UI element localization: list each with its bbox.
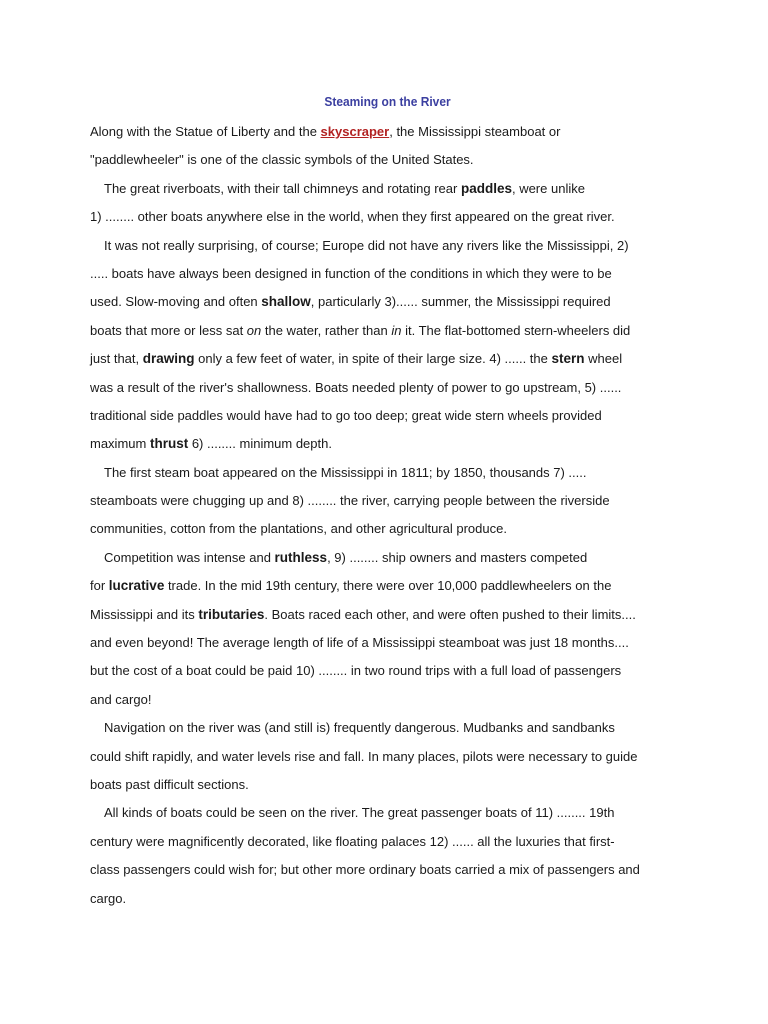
emphasis-in: in <box>391 322 402 338</box>
skyscraper-link[interactable]: skyscraper <box>320 124 390 139</box>
paragraph-7 <box>90 799 685 913</box>
text-line: was a result of the river's shallowness. Boats needed plenty of power to go upstream, 5) ...... <box>90 379 622 395</box>
text-line <box>90 317 685 345</box>
text-line: class passengers could wish for; but other more ordinary boats carried a mix of passengers and <box>90 862 640 878</box>
paragraph-4 <box>90 459 685 544</box>
text-run: 6) ........ minimum depth. <box>188 436 332 452</box>
text-line <box>90 430 685 458</box>
text-line: century were magnificently decorated, like floating palaces 12) ...... all the luxuries that first- <box>90 833 615 849</box>
text-run: boats that more or less sat <box>90 322 247 338</box>
text-run: it. The flat-bottomed stern-wheelers did <box>401 322 631 338</box>
paragraph-6 <box>90 714 685 799</box>
text-line: but the cost of a boat could be paid 10) ........ in two round trips with a full load of passengers <box>90 663 622 679</box>
keyword-shallow: shallow <box>261 294 311 310</box>
text-run: the water, rather than <box>261 322 392 338</box>
text-line: It was not really surprising, of course; Europe did not have any rivers like the Mississippi, 2) <box>104 237 629 253</box>
keyword-drawing: drawing <box>142 351 195 367</box>
text-line: "paddlewheeler" is one of the classic symbols of the United States. <box>90 152 474 168</box>
text-run: , were unlike <box>511 180 585 196</box>
text-run: Mississippi and its <box>90 606 199 622</box>
text-run: wheel <box>584 351 623 367</box>
text-line: and cargo! <box>90 691 152 707</box>
text-line: cargo. <box>90 890 127 906</box>
paragraph-1 <box>90 118 685 175</box>
keyword-thrust: thrust <box>149 436 189 452</box>
paragraph-2 <box>90 175 685 232</box>
text-run: used. Slow-moving and often <box>90 294 262 310</box>
text-line: steamboats were chugging up and 8) ........ the river, carrying people between the riverside <box>90 493 610 509</box>
text-run: Competition was intense and <box>104 549 275 565</box>
text-line: boats past difficult sections. <box>90 776 249 792</box>
text-run: maximum <box>90 436 150 452</box>
text-line <box>90 601 685 629</box>
text-run: , 9) ........ ship owners and masters competed <box>327 549 588 565</box>
text-line <box>90 288 685 316</box>
text-run: , particularly 3)...... summer, the Mississippi required <box>310 294 611 310</box>
document-body <box>90 92 685 913</box>
keyword-ruthless: ruthless <box>274 549 328 565</box>
text-line <box>90 118 685 146</box>
paragraph-3 <box>90 232 685 459</box>
text-line: and even beyond! The average length of life of a Mississippi steamboat was just 18 months.... <box>90 635 629 651</box>
text-line: communities, cotton from the plantations, and other agricultural produce. <box>90 521 507 537</box>
text-run: Along with the Statue of Liberty and the <box>90 124 321 139</box>
emphasis-on: on <box>246 322 262 338</box>
text-run: just that, <box>90 351 143 367</box>
paragraph-5 <box>90 544 685 714</box>
text-line: 1) ........ other boats anywhere else in the world, when they first appeared on the great river. <box>90 209 615 225</box>
keyword-tributaries: tributaries <box>198 606 265 622</box>
text-line: ..... boats have always been designed in function of the conditions in which they were to be <box>90 265 612 281</box>
text-line: The first steam boat appeared on the Mississippi in 1811; by 1850, thousands 7) ..... <box>104 464 587 480</box>
text-run: only a few feet of water, in spite of their large size. 4) ...... the <box>194 351 552 367</box>
text-line <box>90 175 685 203</box>
text-line: Navigation on the river was (and still is) frequently dangerous. Mudbanks and sandbanks <box>104 720 615 736</box>
text-run: trade. In the mid 19th century, there were over 10,000 paddlewheelers on the <box>164 578 612 594</box>
keyword-stern: stern <box>551 351 585 367</box>
text-run: , the Mississippi steamboat or <box>389 124 561 139</box>
text-run: . Boats raced each other, and were often pushed to their limits.... <box>264 606 636 622</box>
text-run: The great riverboats, with their tall chimneys and rotating rear <box>104 180 461 196</box>
text-line <box>90 572 685 600</box>
keyword-lucrative: lucrative <box>108 578 165 594</box>
text-line <box>90 544 685 572</box>
text-line <box>90 345 685 373</box>
text-run: for <box>90 578 109 594</box>
keyword-paddles: paddles <box>460 180 512 196</box>
text-line: could shift rapidly, and water levels rise and fall. In many places, pilots were necessary to guide <box>90 748 638 764</box>
document-title: Steaming on the River <box>324 94 451 109</box>
text-line: traditional side paddles would have had to go too deep; great wide stern wheels provided <box>90 407 602 423</box>
text-line: All kinds of boats could be seen on the river. The great passenger boats of 11) ........ 19th <box>104 805 615 821</box>
